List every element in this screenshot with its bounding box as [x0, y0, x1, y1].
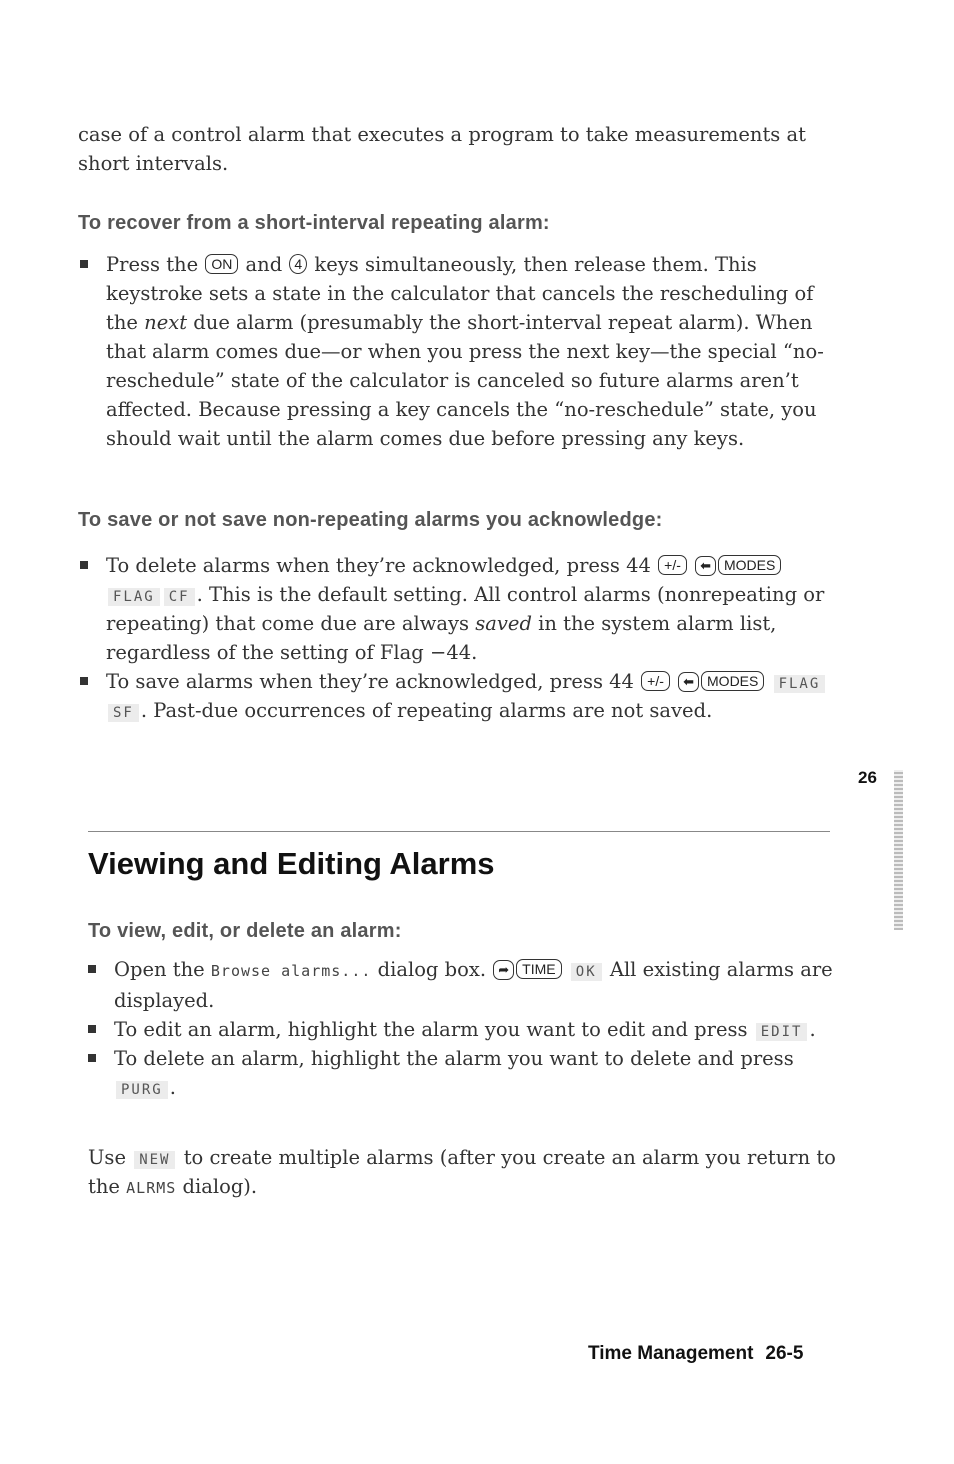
flag-menu-key: FLAG — [774, 675, 826, 693]
view-heading: To view, edit, or delete an alarm: — [88, 920, 402, 942]
section-title: Viewing and Editing Alarms — [88, 846, 495, 881]
ok-menu-key: OK — [571, 963, 602, 981]
intro-paragraph: case of a control alarm that executes a program to take measurements at short intervals. — [78, 123, 806, 175]
left-shift-key-icon: ⬅ — [678, 672, 699, 692]
list-item: To save alarms when they’re acknowledged, press 44 +/- ⬅ MODES FLAGSF . Past-due occurrences of repeating alarms are not saved. — [78, 667, 838, 725]
modes-key: MODES — [718, 555, 781, 575]
purg-menu-key: PURG — [116, 1081, 168, 1099]
bullet-icon — [88, 1025, 96, 1033]
time-key: TIME — [516, 959, 561, 979]
use-paragraph: Use NEW to create multiple alarms (after you create an alarm you return to the ALRMS dialog). — [88, 1146, 836, 1198]
list-item: To edit an alarm, highlight the alarm you want to edit and press EDIT . — [86, 1015, 846, 1044]
page-number: 26-5 — [765, 1343, 804, 1364]
left-shift-key-icon: ⬅ — [695, 556, 716, 576]
plus-minus-key: +/- — [641, 671, 670, 691]
recover-heading: To recover from a short-interval repeating alarm: — [78, 212, 550, 234]
plus-minus-key: +/- — [658, 555, 687, 575]
save-list — [78, 551, 838, 725]
page-footer — [588, 1343, 803, 1365]
section-rule — [88, 831, 830, 832]
browse-alarms-text: Browse alarms... — [210, 962, 372, 980]
chapter-tab-marker — [894, 770, 903, 930]
edit-menu-key: EDIT — [756, 1023, 808, 1041]
bullet-icon — [88, 1054, 96, 1062]
on-key: ON — [205, 254, 238, 274]
list-item: Press the ON and 4 keys simultaneously, then release them. This keystroke sets a state in the calculator that cancels the rescheduling of the next due alarm (presumably the short-interval repeat alarm). When that alarm comes due—or when you press the next key—the special “no-reschedule” state of the calculator is canceled so future alarms aren’t affected. Because pressing a key cancels the “no-reschedule” state, you should wait until the alarm comes due before pressing any keys. — [78, 250, 838, 453]
bullet-icon — [80, 561, 88, 569]
bullet-icon — [88, 965, 96, 973]
sf-menu-key: SF — [108, 704, 139, 722]
footer-title: Time Management — [588, 1343, 754, 1364]
cf-menu-key: CF — [164, 588, 195, 606]
right-shift-key-icon: ➦ — [493, 960, 514, 980]
view-list — [86, 955, 846, 1102]
alrms-dialog-text: ALRMS — [126, 1179, 177, 1197]
list-item: Open the Browse alarms... dialog box. ➦ TIME OK All existing alarms are displayed. — [86, 955, 846, 1015]
list-item: To delete alarms when they’re acknowledged, press 44 +/- ⬅ MODES FLAG CF . This is the default setting. All control alarms (nonrepeating or repeating) that come due are always saved in the system alarm list, regardless of the setting of Flag −44. — [78, 551, 838, 667]
new-menu-key: NEW — [134, 1151, 175, 1169]
save-heading: To save or not save non-repeating alarms you acknowledge: — [78, 509, 663, 531]
bullet-icon — [80, 260, 88, 268]
four-key: 4 — [289, 254, 307, 274]
bullet-icon — [80, 677, 88, 685]
list-item: To delete an alarm, highlight the alarm you want to delete and press PURG . — [86, 1044, 846, 1102]
modes-key: MODES — [701, 671, 764, 691]
flag-menu-key: FLAG — [108, 588, 160, 606]
chapter-tab-number: 26 — [858, 768, 877, 787]
recover-list — [78, 250, 838, 453]
